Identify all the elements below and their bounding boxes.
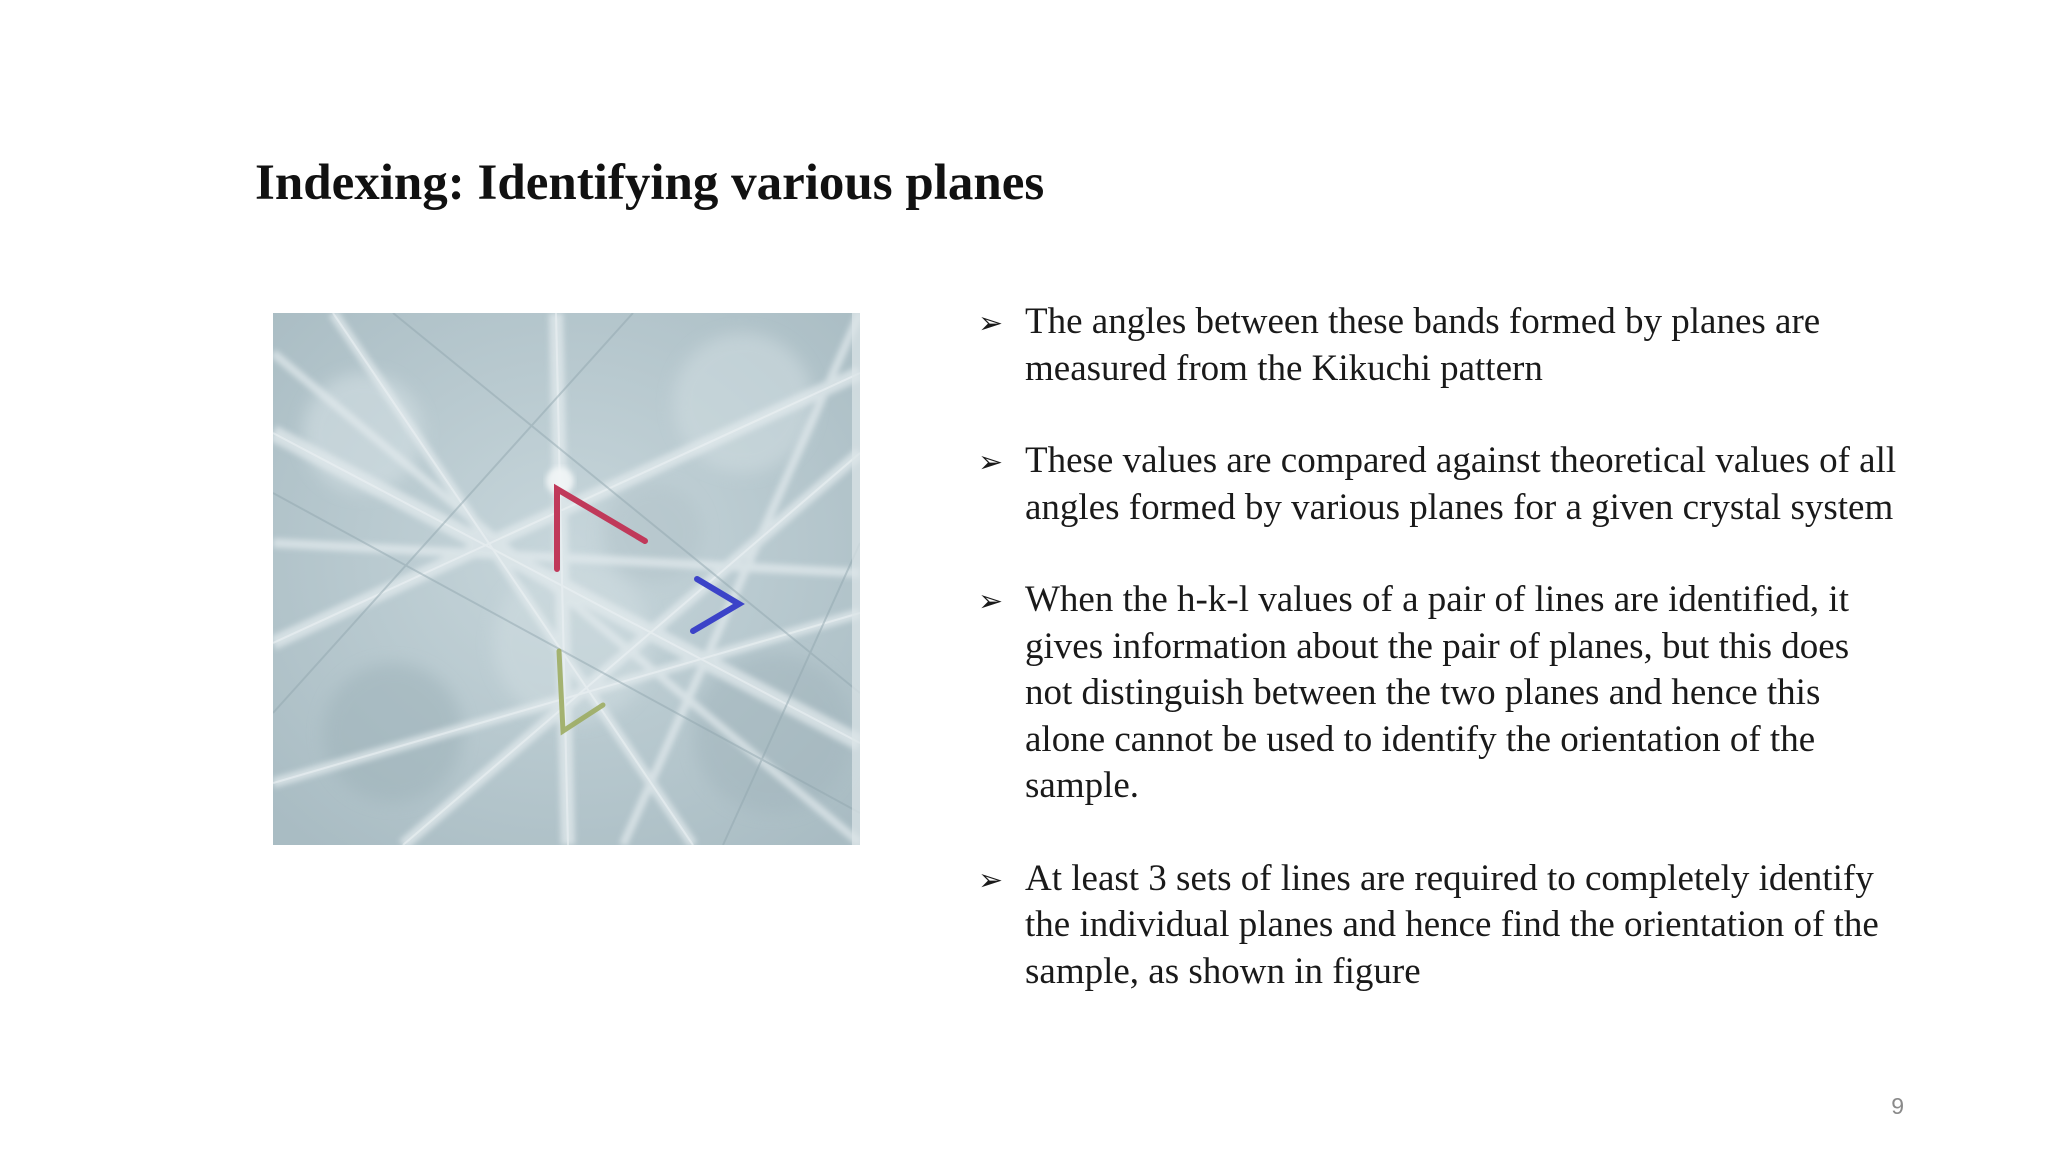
bullet-item	[978, 577, 1898, 810]
bullet-item	[978, 438, 1898, 531]
bullet-item	[978, 299, 1898, 392]
bullet-list	[978, 299, 1898, 1041]
bullet-text: The angles between these bands formed by planes are measured from the Kikuchi pattern	[1025, 301, 1821, 389]
bullet-item	[978, 856, 1898, 996]
arrowhead-bullet-icon: ➢	[978, 862, 1004, 898]
page-number: 9	[1891, 1093, 1904, 1119]
arrowhead-bullet-icon: ➢	[978, 445, 1004, 480]
kikuchi-pattern-graphic	[273, 313, 860, 845]
slide-title: Indexing: Identifying various planes	[255, 155, 1045, 211]
arrowhead-bullet-icon: ➢	[978, 584, 1004, 619]
bullet-text: These values are compared against theoretical values of all angles formed by various planes for a given crystal system	[1025, 440, 1897, 528]
kikuchi-pattern-image	[273, 313, 860, 845]
bullet-text: At least 3 sets of lines are required to completely identify the individual planes and hence find the orientation of the sample, as shown in figure	[1025, 857, 1879, 992]
bullet-text: When the h-k-l values of a pair of lines are identified, it gives information about the pair of planes, but this does not distinguish between the two planes and hence this alone cannot be used to identify the orientation of the sample.	[1025, 579, 1850, 806]
arrowhead-bullet-icon: ➢	[978, 306, 1004, 341]
